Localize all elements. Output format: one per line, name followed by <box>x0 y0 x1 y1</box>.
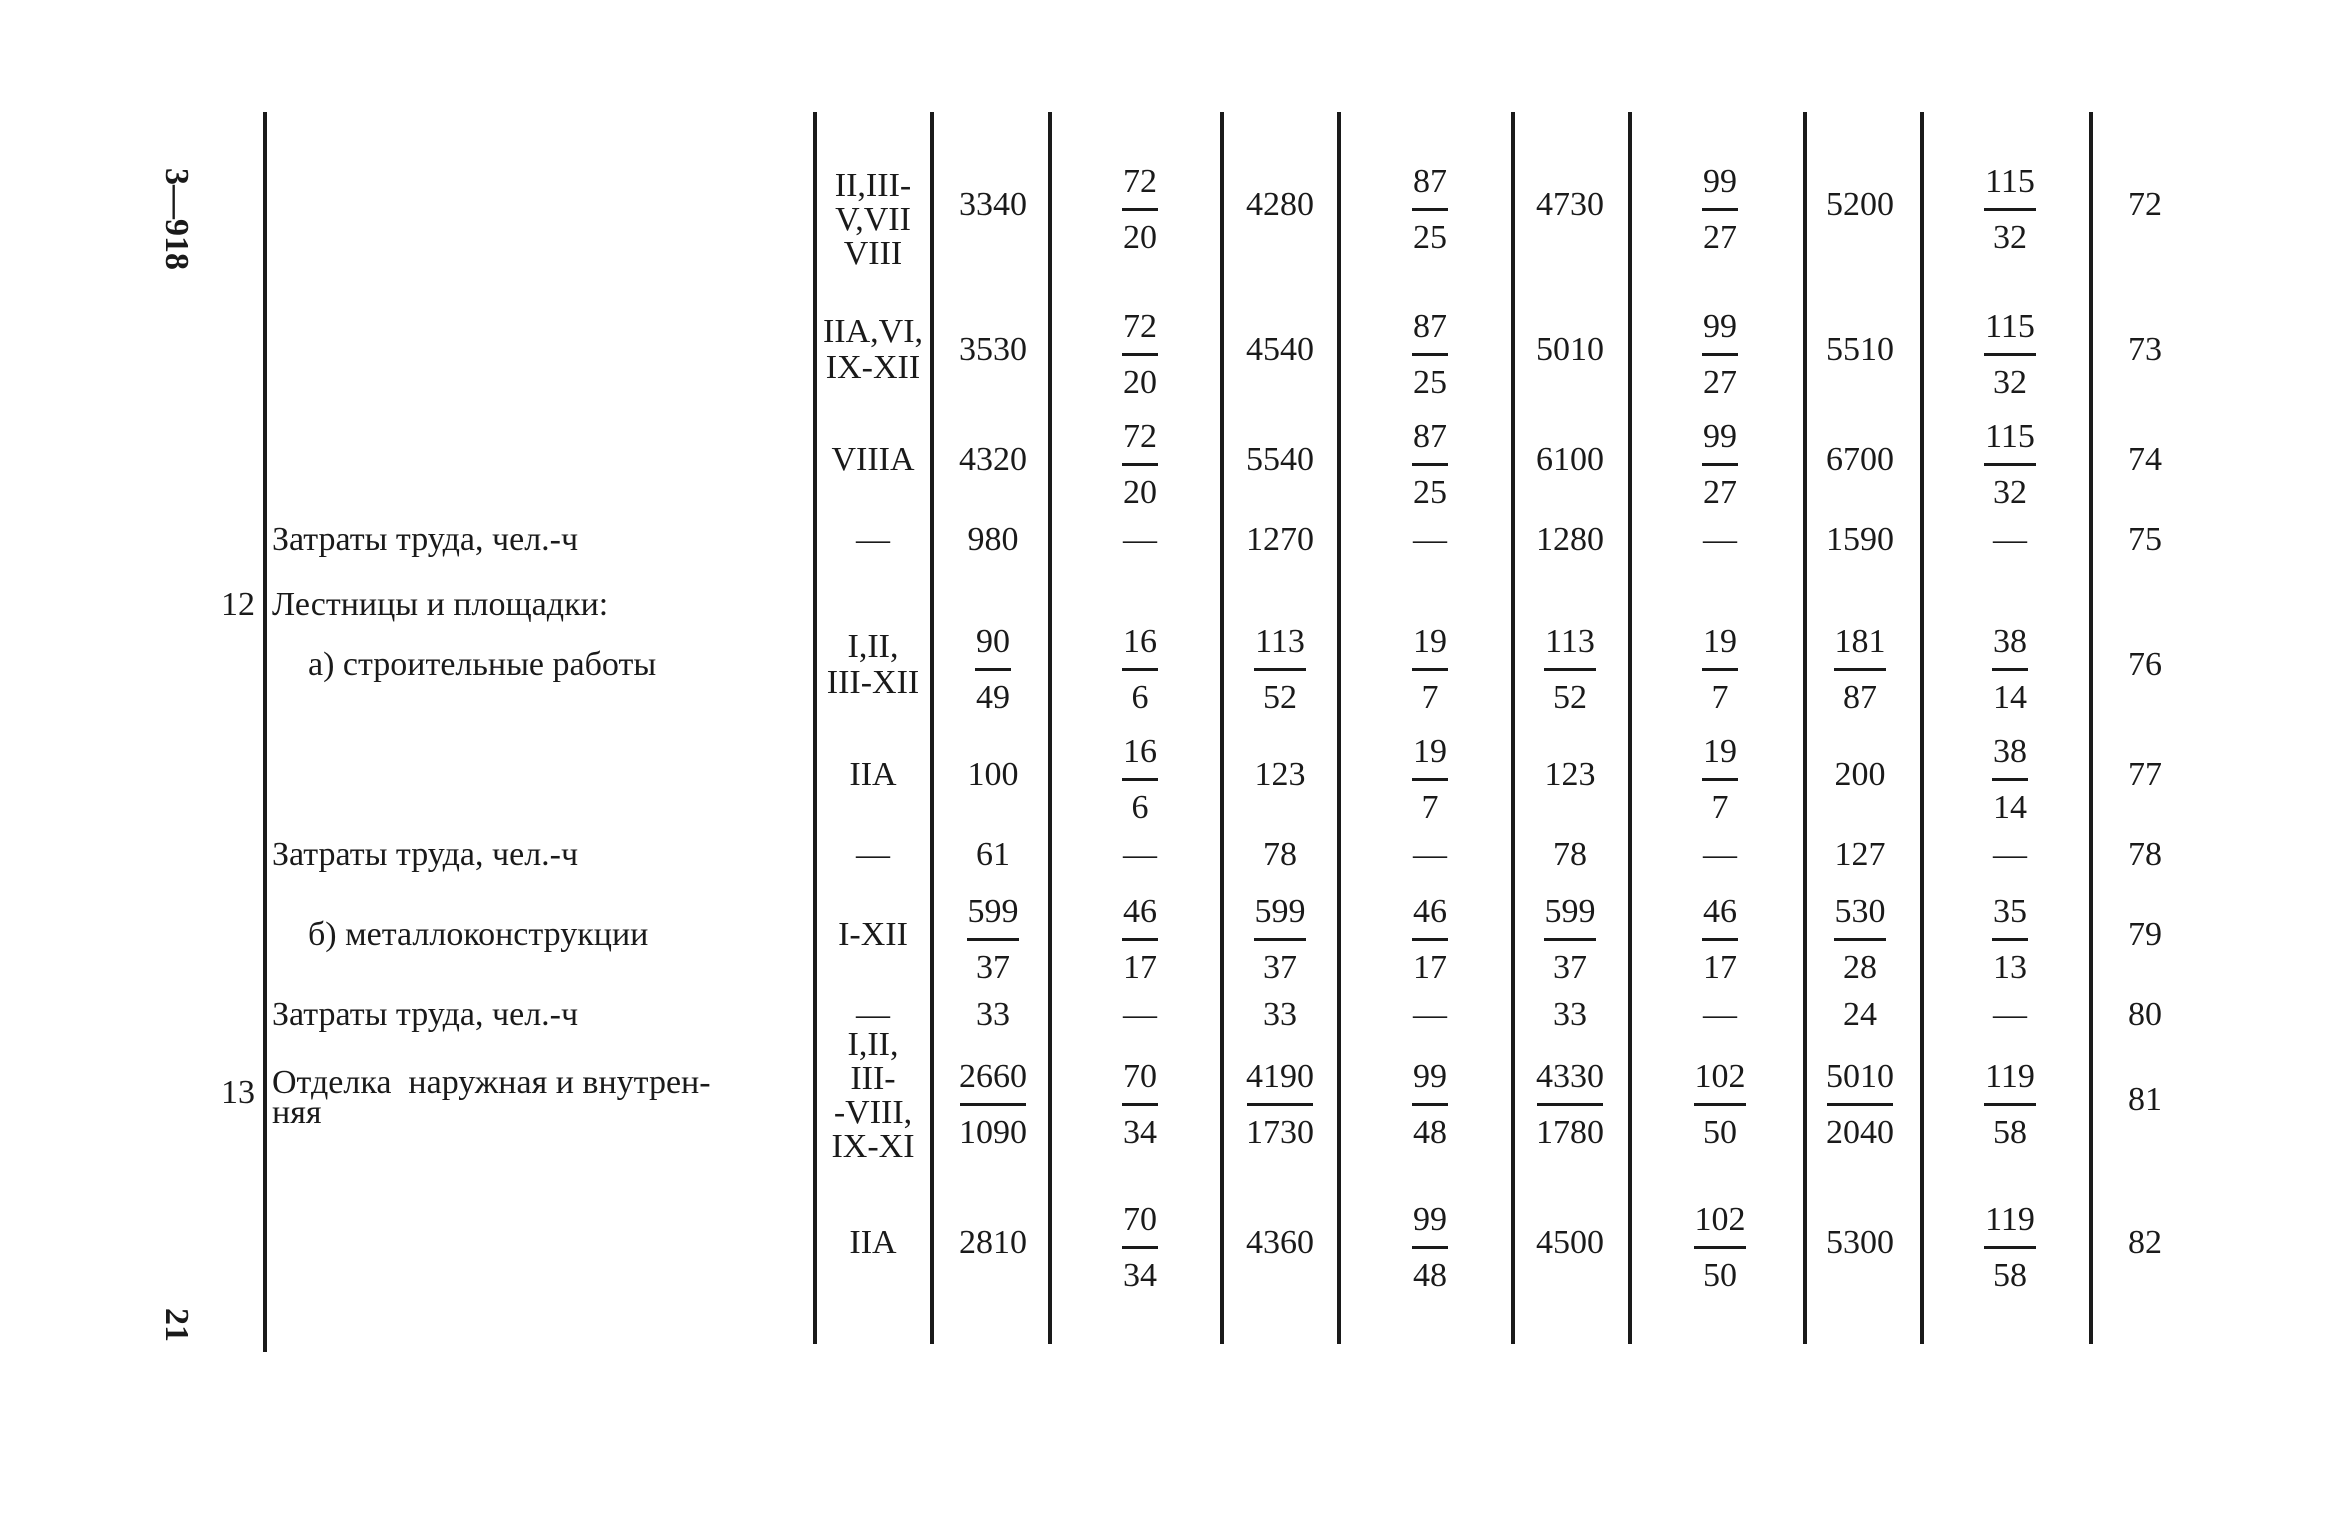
fraction-cell <box>1805 1060 1915 1150</box>
denominator: 58 <box>1993 1257 2027 1294</box>
row-number: 82 <box>2128 1224 2162 1261</box>
fraction-cell <box>1665 625 1775 715</box>
value-cell: — <box>1703 996 1737 1033</box>
fraction-bar <box>1122 353 1158 356</box>
denominator: 27 <box>1703 474 1737 511</box>
value-cell: 3340 <box>959 186 1027 223</box>
fraction-cell <box>1805 625 1915 715</box>
column-rule <box>1803 112 1807 1344</box>
numerator: 2660 <box>959 1058 1027 1095</box>
fraction-cell <box>1515 895 1625 985</box>
denominator: 87 <box>1843 679 1877 716</box>
value-cell: 24 <box>1843 996 1877 1033</box>
fraction-cell <box>1665 165 1775 255</box>
denominator: 20 <box>1123 219 1157 256</box>
fraction-cell <box>1085 895 1195 985</box>
fraction-bar <box>1254 938 1306 941</box>
fraction-cell <box>1955 420 2065 510</box>
row-name: Затраты труда, чел.-ч <box>272 996 579 1033</box>
fraction-cell <box>938 1060 1048 1150</box>
denominator: 17 <box>1703 949 1737 986</box>
fraction-bar <box>1544 668 1596 671</box>
value-cell: 1280 <box>1536 521 1604 558</box>
denominator: 58 <box>1993 1114 2027 1151</box>
fraction-cell <box>1375 165 1485 255</box>
fraction-cell <box>1085 625 1195 715</box>
fraction-cell <box>1375 895 1485 985</box>
denominator: 25 <box>1413 364 1447 401</box>
fraction-cell <box>1665 1060 1775 1150</box>
numerator: 530 <box>1834 893 1886 930</box>
value-cell: 123 <box>1254 756 1306 793</box>
zone-label: IIA <box>849 1224 897 1261</box>
fraction-bar <box>1992 778 2028 781</box>
value-cell: 4500 <box>1536 1224 1604 1261</box>
column-rule <box>263 112 267 1352</box>
denominator: 20 <box>1123 364 1157 401</box>
denominator: 32 <box>1993 219 2027 256</box>
numerator: 113 <box>1255 623 1305 660</box>
value-cell: — <box>1123 521 1157 558</box>
value-cell: 5540 <box>1246 441 1314 478</box>
value-cell: 4320 <box>959 441 1027 478</box>
fraction-bar <box>1702 938 1738 941</box>
fraction-cell <box>1955 1203 2065 1293</box>
fraction-bar <box>1412 938 1448 941</box>
fraction-cell <box>1225 1060 1335 1150</box>
numerator: 72 <box>1123 163 1157 200</box>
fraction-bar <box>1122 1103 1158 1106</box>
numerator: 4190 <box>1246 1058 1314 1095</box>
denominator: 6 <box>1131 679 1149 716</box>
fraction-bar <box>1412 1103 1448 1106</box>
fraction-bar <box>1254 668 1306 671</box>
side-label-page-number: 21 <box>158 1308 195 1342</box>
column-rule <box>1628 112 1632 1344</box>
numerator: 46 <box>1703 893 1737 930</box>
numerator: 599 <box>1254 893 1306 930</box>
fraction-bar <box>1984 208 2036 211</box>
fraction-bar <box>1992 938 2028 941</box>
value-cell: 6700 <box>1826 441 1894 478</box>
fraction-bar <box>967 938 1019 941</box>
fraction-cell <box>1955 735 2065 825</box>
row-number: 81 <box>2128 1081 2162 1118</box>
fraction-bar <box>1702 668 1738 671</box>
denominator: 48 <box>1413 1257 1447 1294</box>
value-cell: 200 <box>1834 756 1886 793</box>
numerator: 19 <box>1703 733 1737 770</box>
fraction-bar <box>1412 208 1448 211</box>
value-cell: 5200 <box>1826 186 1894 223</box>
column-rule <box>1220 112 1224 1344</box>
column-rule <box>2089 112 2093 1344</box>
denominator: 37 <box>976 949 1010 986</box>
denominator: 37 <box>1263 949 1297 986</box>
numerator: 99 <box>1413 1058 1447 1095</box>
fraction-bar <box>975 668 1011 671</box>
column-rule <box>1048 112 1052 1344</box>
numerator: 115 <box>1985 163 2035 200</box>
value-cell: 5010 <box>1536 331 1604 368</box>
value-cell: — <box>1993 836 2027 873</box>
fraction-cell <box>1085 735 1195 825</box>
fraction-cell <box>938 895 1048 985</box>
value-cell: 123 <box>1544 756 1596 793</box>
value-cell: — <box>1703 836 1737 873</box>
fraction-bar <box>1122 938 1158 941</box>
numerator: 46 <box>1123 893 1157 930</box>
fraction-bar <box>1122 778 1158 781</box>
fraction-cell <box>1375 420 1485 510</box>
fraction-cell <box>1375 310 1485 400</box>
fraction-cell <box>1225 625 1335 715</box>
numerator: 4330 <box>1536 1058 1604 1095</box>
denominator: 14 <box>1993 679 2027 716</box>
fraction-cell <box>1955 165 2065 255</box>
fraction-cell <box>1665 420 1775 510</box>
row-number: 78 <box>2128 836 2162 873</box>
numerator: 87 <box>1413 163 1447 200</box>
fraction-cell <box>1085 165 1195 255</box>
numerator: 70 <box>1123 1201 1157 1238</box>
fraction-cell <box>1805 895 1915 985</box>
fraction-bar <box>1702 208 1738 211</box>
row-name: Лестницы и площадки: <box>272 586 609 623</box>
item-number: 12 <box>221 586 255 623</box>
numerator: 70 <box>1123 1058 1157 1095</box>
fraction-bar <box>1992 668 2028 671</box>
denominator: 17 <box>1413 949 1447 986</box>
fraction-bar <box>1122 668 1158 671</box>
numerator: 99 <box>1703 163 1737 200</box>
fraction-bar <box>1544 938 1596 941</box>
value-cell: — <box>1123 996 1157 1033</box>
zone-label: I-XII <box>838 916 908 953</box>
value-cell: 1270 <box>1246 521 1314 558</box>
denominator: 7 <box>1421 679 1439 716</box>
denominator: 1780 <box>1536 1114 1604 1151</box>
fraction-bar <box>1834 938 1886 941</box>
fraction-cell <box>1375 1203 1485 1293</box>
zone-label: IIA <box>849 756 897 793</box>
numerator: 599 <box>1544 893 1596 930</box>
numerator: 16 <box>1123 623 1157 660</box>
row-name: Затраты труда, чел.-ч <box>272 836 579 873</box>
numerator: 99 <box>1413 1201 1447 1238</box>
value-cell: 78 <box>1553 836 1587 873</box>
denominator: 49 <box>976 679 1010 716</box>
value-cell: 980 <box>967 521 1019 558</box>
numerator: 5010 <box>1826 1058 1894 1095</box>
fraction-cell <box>1375 1060 1485 1150</box>
value-cell: 4540 <box>1246 331 1314 368</box>
numerator: 102 <box>1694 1058 1746 1095</box>
denominator: 27 <box>1703 364 1737 401</box>
numerator: 38 <box>1993 623 2027 660</box>
denominator: 1090 <box>959 1114 1027 1151</box>
zone-label: — <box>856 836 890 873</box>
fraction-cell <box>1375 625 1485 715</box>
value-cell: 4730 <box>1536 186 1604 223</box>
denominator: 7 <box>1711 679 1729 716</box>
numerator: 19 <box>1703 623 1737 660</box>
fraction-cell <box>1665 895 1775 985</box>
row-name: Затраты труда, чел.-ч <box>272 521 579 558</box>
fraction-cell <box>1955 1060 2065 1150</box>
numerator: 119 <box>1985 1058 2035 1095</box>
zone-label: IIA,VI, IX-XII <box>822 313 924 386</box>
value-cell: 6100 <box>1536 441 1604 478</box>
value-cell: 33 <box>1553 996 1587 1033</box>
value-cell: 100 <box>967 756 1019 793</box>
fraction-bar <box>1834 668 1886 671</box>
denominator: 32 <box>1993 474 2027 511</box>
value-cell: — <box>1703 521 1737 558</box>
fraction-bar <box>1702 463 1738 466</box>
numerator: 38 <box>1993 733 2027 770</box>
value-cell: 5510 <box>1826 331 1894 368</box>
fraction-cell <box>1665 1203 1775 1293</box>
fraction-cell <box>938 625 1048 715</box>
fraction-cell <box>1085 420 1195 510</box>
fraction-cell <box>1085 310 1195 400</box>
denominator: 13 <box>1993 949 2027 986</box>
value-cell: 127 <box>1834 836 1886 873</box>
fraction-cell <box>1665 310 1775 400</box>
zone-label: — <box>856 521 890 558</box>
zone-label: I,II, III-XII <box>826 628 920 701</box>
fraction-bar <box>1122 1246 1158 1249</box>
denominator: 1730 <box>1246 1114 1314 1151</box>
fraction-bar <box>960 1103 1026 1106</box>
zone-label: II,III- V,VII VIII <box>834 167 912 272</box>
fraction-cell <box>1515 625 1625 715</box>
row-number: 79 <box>2128 916 2162 953</box>
numerator: 115 <box>1985 308 2035 345</box>
denominator: 32 <box>1993 364 2027 401</box>
fraction-bar <box>1694 1246 1746 1249</box>
denominator: 2040 <box>1826 1114 1894 1151</box>
fraction-bar <box>1122 463 1158 466</box>
fraction-cell <box>1955 310 2065 400</box>
denominator: 6 <box>1131 789 1149 826</box>
column-rule <box>1337 112 1341 1344</box>
value-cell: 2810 <box>959 1224 1027 1261</box>
column-rule <box>1920 112 1924 1344</box>
denominator: 20 <box>1123 474 1157 511</box>
numerator: 90 <box>976 623 1010 660</box>
numerator: 181 <box>1834 623 1886 660</box>
fraction-bar <box>1247 1103 1313 1106</box>
row-number: 75 <box>2128 521 2162 558</box>
numerator: 115 <box>1985 418 2035 455</box>
value-cell: 61 <box>976 836 1010 873</box>
denominator: 48 <box>1413 1114 1447 1151</box>
denominator: 27 <box>1703 219 1737 256</box>
numerator: 46 <box>1413 893 1447 930</box>
value-cell: — <box>1993 521 2027 558</box>
value-cell: — <box>1123 836 1157 873</box>
fraction-bar <box>1412 778 1448 781</box>
fraction-bar <box>1122 208 1158 211</box>
fraction-cell <box>1955 895 2065 985</box>
denominator: 50 <box>1703 1114 1737 1151</box>
fraction-bar <box>1984 1103 2036 1106</box>
numerator: 87 <box>1413 308 1447 345</box>
denominator: 7 <box>1421 789 1439 826</box>
fraction-cell <box>1085 1060 1195 1150</box>
item-number: 13 <box>221 1074 255 1111</box>
numerator: 599 <box>967 893 1019 930</box>
row-number: 74 <box>2128 441 2162 478</box>
numerator: 113 <box>1545 623 1595 660</box>
numerator: 102 <box>1694 1201 1746 1238</box>
value-cell: 1590 <box>1826 521 1894 558</box>
denominator: 37 <box>1553 949 1587 986</box>
row-number: 80 <box>2128 996 2162 1033</box>
row-name: б) металлоконструкции <box>308 916 649 953</box>
fraction-bar <box>1412 463 1448 466</box>
fraction-cell <box>1955 625 2065 715</box>
fraction-bar <box>1702 778 1738 781</box>
zone-label: I,II, III- -VIII, IX-XI <box>831 1026 915 1165</box>
value-cell: 5300 <box>1826 1224 1894 1261</box>
row-name: а) строительные работы <box>308 646 657 683</box>
value-cell: — <box>1413 996 1447 1033</box>
denominator: 25 <box>1413 474 1447 511</box>
row-number: 77 <box>2128 756 2162 793</box>
numerator: 72 <box>1123 308 1157 345</box>
numerator: 72 <box>1123 418 1157 455</box>
numerator: 119 <box>1985 1201 2035 1238</box>
column-rule <box>1511 112 1515 1344</box>
fraction-cell <box>1375 735 1485 825</box>
value-cell: 3530 <box>959 331 1027 368</box>
fraction-bar <box>1412 353 1448 356</box>
numerator: 35 <box>1993 893 2027 930</box>
value-cell: 4360 <box>1246 1224 1314 1261</box>
denominator: 34 <box>1123 1257 1157 1294</box>
fraction-cell <box>1225 895 1335 985</box>
fraction-bar <box>1984 353 2036 356</box>
fraction-cell <box>1665 735 1775 825</box>
numerator: 99 <box>1703 308 1737 345</box>
row-number: 73 <box>2128 331 2162 368</box>
fraction-bar <box>1984 1246 2036 1249</box>
numerator: 87 <box>1413 418 1447 455</box>
value-cell: 78 <box>1263 836 1297 873</box>
fraction-bar <box>1702 353 1738 356</box>
value-cell: — <box>1993 996 2027 1033</box>
numerator: 19 <box>1413 733 1447 770</box>
denominator: 14 <box>1993 789 2027 826</box>
denominator: 17 <box>1123 949 1157 986</box>
fraction-cell <box>1515 1060 1625 1150</box>
value-cell: 33 <box>976 996 1010 1033</box>
numerator: 19 <box>1413 623 1447 660</box>
row-number: 72 <box>2128 186 2162 223</box>
value-cell: — <box>1413 521 1447 558</box>
fraction-bar <box>1537 1103 1603 1106</box>
zone-label: VIIIA <box>831 441 915 478</box>
fraction-bar <box>1412 1246 1448 1249</box>
denominator: 34 <box>1123 1114 1157 1151</box>
fraction-bar <box>1412 668 1448 671</box>
value-cell: 4280 <box>1246 186 1314 223</box>
denominator: 52 <box>1263 679 1297 716</box>
zone-label: — <box>856 996 890 1033</box>
denominator: 28 <box>1843 949 1877 986</box>
fraction-bar <box>1694 1103 1746 1106</box>
value-cell: 33 <box>1263 996 1297 1033</box>
value-cell: — <box>1413 836 1447 873</box>
row-number: 76 <box>2128 646 2162 683</box>
row-name: Отделка наружная и внутрен- няя <box>272 1064 711 1131</box>
denominator: 50 <box>1703 1257 1737 1294</box>
side-label-code: 3—918 <box>158 168 195 270</box>
denominator: 7 <box>1711 789 1729 826</box>
numerator: 16 <box>1123 733 1157 770</box>
fraction-bar <box>1984 463 2036 466</box>
denominator: 52 <box>1553 679 1587 716</box>
fraction-bar <box>1827 1103 1893 1106</box>
denominator: 25 <box>1413 219 1447 256</box>
numerator: 99 <box>1703 418 1737 455</box>
fraction-cell <box>1085 1203 1195 1293</box>
